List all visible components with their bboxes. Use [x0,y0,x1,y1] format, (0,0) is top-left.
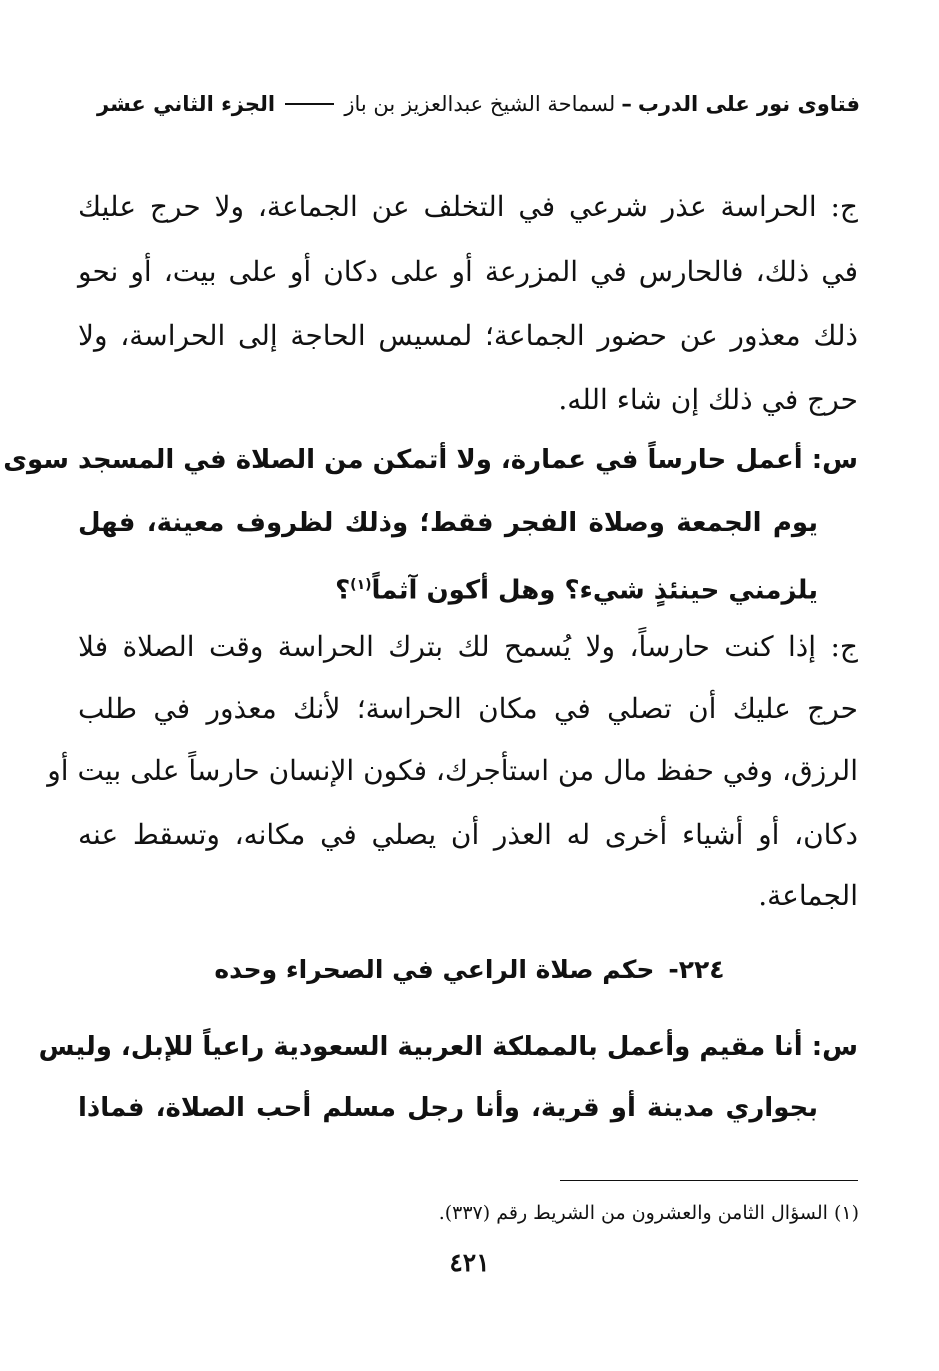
answer-2-line-3: الرزق، وفي حفظ مال من استأجرك، فكون الإنسان حارساً على بيت أو [47,754,858,787]
section-heading [0,950,939,990]
section-number: ٢٢٤- [668,955,725,984]
book-title: فتاوى نور على الدرب [637,92,860,116]
answer-2-line-2: حرج عليك أن تصلي في مكان الحراسة؛ لأنك معذور في طلب [78,692,858,725]
footnote-ref: (١) [350,577,372,593]
header-separator: – [621,92,632,116]
answer-1-line-3: ذلك معذور عن حضور الجماعة؛ لمسيس الحاجة إلى الحراسة، ولا [78,319,858,352]
footnote-rule [560,1180,858,1181]
footnote: (١) السؤال الثامن والعشرون من الشريط رقم (٣٣٧). [438,1202,859,1224]
running-header [97,86,860,122]
question-2-line-2: بجواري مدينة أو قرية، وأنا رجل مسلم أحب الصلاة، فماذا [78,1093,818,1123]
answer-1-line-4: حرج في ذلك إن شاء الله. [558,383,858,416]
question-mark: ؟ [335,575,351,606]
section-title: حكم صلاة الراعي في الصحراء وحده [214,955,655,984]
answer-1-line-2: في ذلك، فالحارس في المزرعة أو على دكان أو على بيت، أو نحو [78,255,858,288]
question-1-text: يلزمني حينئذٍ شيء؟ وهل أكون آثماً [371,575,818,606]
answer-1-line-1: ج: الحراسة عذر شرعي في التخلف عن الجماعة، ولا حرج عليك [78,190,858,223]
author-name: لسماحة الشيخ عبدالعزيز بن باز [344,92,616,116]
question-2-line-1: س: أنا مقيم وأعمل بالمملكة العربية السعودية راعياً للإبل، وليس [38,1032,858,1062]
answer-2-line-5: الجماعة. [758,879,858,912]
answer-2-line-4: دكان، أو أشياء أخرى له العذر أن يصلي في مكانه، وتسقط عنه [78,818,858,851]
question-1-line-1: س: أعمل حارساً في عمارة، ولا أتمكن من الصلاة في المسجد سوى [3,445,858,475]
question-1-line-2: يوم الجمعة وصلاة الفجر فقط؛ وذلك لظروف معينة، فهل [78,508,818,538]
question-1-line-3 [335,565,818,611]
page-number: ٤٢١ [449,1248,490,1277]
part-title: الجزء الثاني عشر [97,92,276,116]
answer-2-line-1: ج: إذا كنت حارساً، ولا يُسمح لك بترك الحراسة وقت الصلاة فلا [78,630,858,663]
header-rule [285,103,334,105]
